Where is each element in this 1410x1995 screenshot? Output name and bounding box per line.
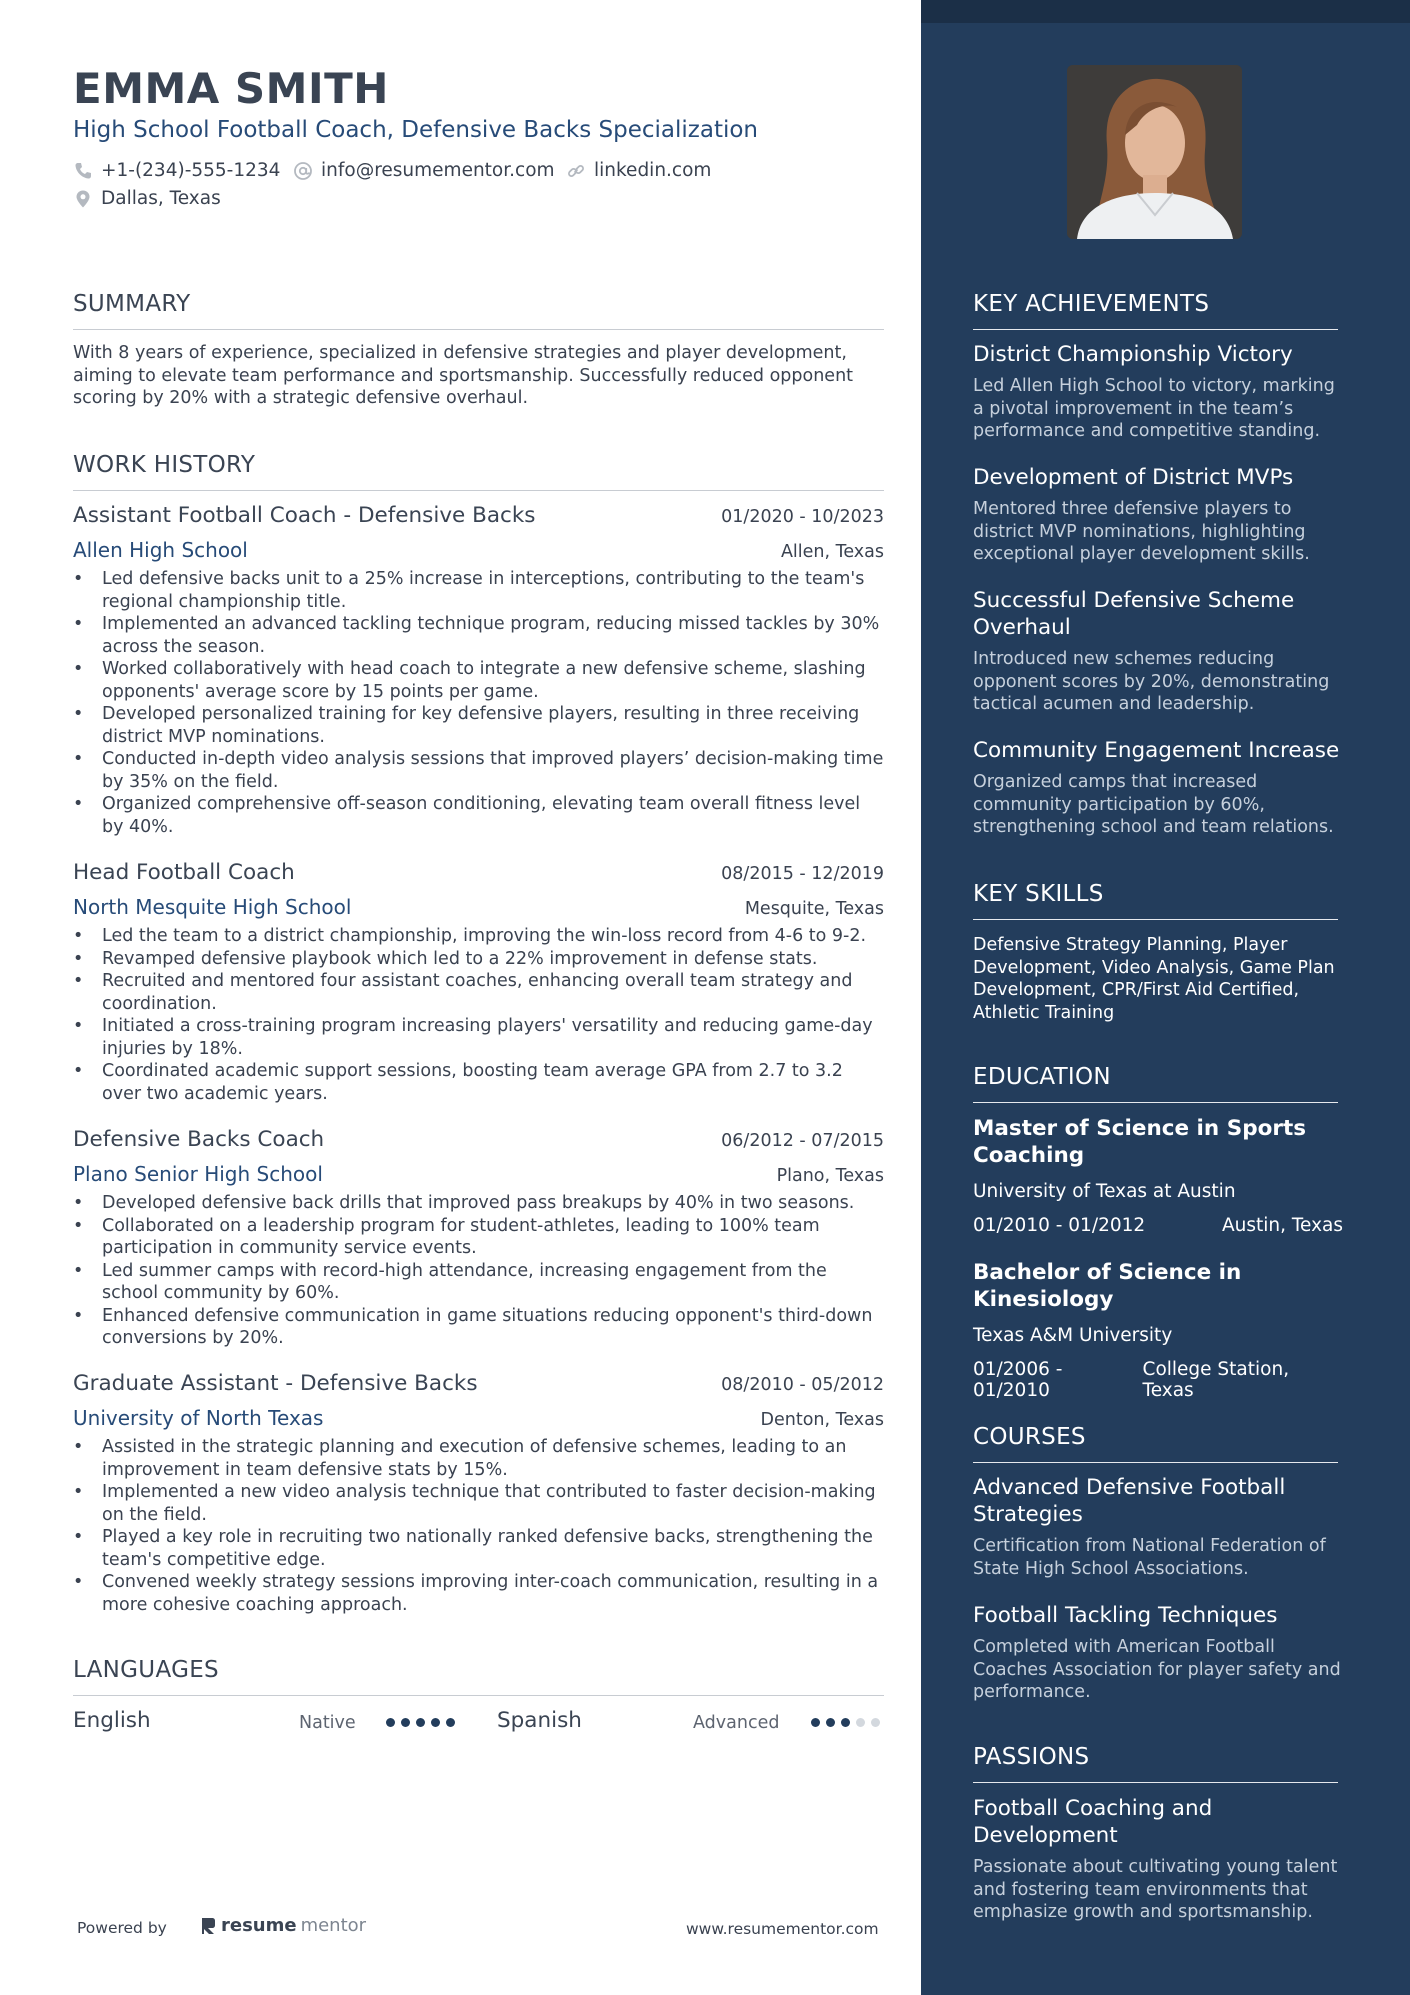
achievement-item: [973, 464, 1343, 566]
education-school: University of Texas at Austin: [973, 1181, 1236, 1202]
job-entry: [73, 1371, 884, 1616]
portrait-image: [1067, 65, 1242, 239]
job-bullets: [73, 568, 884, 838]
phone-text: +1-(234)-555-1234: [101, 160, 281, 181]
rating-dot-filled: [416, 1718, 425, 1727]
contact-phone: [73, 160, 280, 181]
languages-list: [73, 1708, 884, 1738]
education-degree: Master of Science in Sports Coaching: [973, 1116, 1307, 1168]
sidebar-top-bar: [921, 0, 1410, 23]
achievement-item: [973, 341, 1343, 443]
job-company: North Mesquite High School: [73, 895, 352, 919]
achievements-heading: KEY ACHIEVEMENTS: [973, 291, 1338, 330]
job-title: Defensive Backs Coach: [73, 1127, 325, 1152]
job-location: Denton, Texas: [760, 1410, 884, 1430]
headline: High School Football Coach, Defensive Backs Specialization: [73, 117, 759, 143]
courses-heading: COURSES: [973, 1424, 1338, 1463]
achievement-title: Development of District MVPs: [973, 465, 1294, 490]
job-bullet: • Led summer camps with record-high attendance, increasing engagement from the school community by 60%.: [73, 1260, 884, 1305]
job-bullet: • Recruited and mentored four assistant coaches, enhancing overall team strategy and coordination.: [73, 970, 884, 1015]
job-title: Graduate Assistant - Defensive Backs: [73, 1371, 478, 1396]
course-title: Advanced Defensive Football Strategies: [973, 1475, 1286, 1527]
course-text: Certification from National Federation of State High School Associations.: [973, 1536, 1326, 1579]
location-text: Dallas, Texas: [101, 188, 221, 209]
job-bullet: • Enhanced defensive communication in game situations reducing opponent's third-down conversions by 20%.: [73, 1305, 884, 1350]
rating-dot-filled: [431, 1718, 440, 1727]
rating-dot-empty: [856, 1718, 865, 1727]
education-heading: EDUCATION: [973, 1064, 1338, 1103]
job-bullets: [73, 1436, 884, 1616]
job-bullet: • Worked collaboratively with head coach to integrate a new defensive scheme, slashing opponents' average score by 15 points per game.: [73, 658, 884, 703]
job-dates: 08/2010 - 05/2012: [721, 1375, 884, 1395]
passion-text: Passionate about cultivating young talent and fostering team environments that emphasize growth and sportsmanship.: [973, 1857, 1338, 1922]
languages-heading: LANGUAGES: [73, 1657, 884, 1696]
passion-title: Football Coaching and Development: [973, 1796, 1213, 1848]
job-location: Allen, Texas: [780, 542, 884, 562]
contact-location: [73, 188, 221, 209]
job-bullet: • Led the team to a district championship, improving the win-loss record from 4-6 to 9-2.: [73, 925, 884, 948]
logo-text-light: mentor: [300, 1915, 367, 1936]
job-entry: [73, 1127, 884, 1350]
job-bullet: • Organized comprehensive off-season conditioning, elevating team overall fitness level by 40%.: [73, 793, 884, 838]
job-dates: 08/2015 - 12/2019: [721, 864, 884, 884]
rating-dot-filled: [446, 1718, 455, 1727]
course-title: Football Tackling Techniques: [973, 1603, 1278, 1628]
email-text: info@resumementor.com: [321, 160, 555, 181]
job-bullet: • Implemented a new video analysis technique that contributed to faster decision-making on the field.: [73, 1481, 884, 1526]
achievement-title: Successful Defensive Scheme Overhaul: [973, 588, 1295, 640]
candidate-name: EMMA SMITH: [73, 64, 389, 113]
education-dates: 01/2010 - 01/2012: [973, 1215, 1146, 1236]
education-location: College Station, Texas: [1142, 1359, 1290, 1401]
achievement-title: Community Engagement Increase: [973, 738, 1340, 763]
rating-dot-filled: [826, 1718, 835, 1727]
language-rating: [811, 1718, 880, 1727]
language-name: English: [73, 1708, 151, 1733]
job-dates: 06/2012 - 07/2015: [721, 1131, 884, 1151]
job-location: Mesquite, Texas: [744, 899, 884, 919]
job-bullet: • Implemented an advanced tackling technique program, reducing missed tackles by 30% across the season.: [73, 613, 884, 658]
job-bullet: • Coordinated academic support sessions, boosting team average GPA from 2.7 to 3.2 over two academic years.: [73, 1060, 884, 1105]
contact-email[interactable]: [293, 160, 555, 181]
footer-url[interactable]: www.resumementor.com: [686, 1920, 879, 1938]
sidebar: [921, 0, 1410, 1995]
rating-dot-filled: [386, 1718, 395, 1727]
achievement-text: Introduced new schemes reducing opponent scores by 20%, demonstrating tactical acumen and leadership.: [973, 649, 1330, 714]
achievement-title: District Championship Victory: [973, 342, 1293, 367]
job-entry: [73, 860, 884, 1105]
job-company: University of North Texas: [73, 1406, 324, 1430]
work-history-heading: WORK HISTORY: [73, 452, 884, 491]
job-location: Plano, Texas: [776, 1166, 884, 1186]
logo-mark-icon: [199, 1916, 217, 1936]
job-company: Plano Senior High School: [73, 1162, 323, 1186]
job-bullet: • Developed defensive back drills that improved pass breakups by 40% in two seasons.: [73, 1192, 884, 1215]
summary-heading: SUMMARY: [73, 291, 884, 330]
rating-dot-filled: [841, 1718, 850, 1727]
job-bullet: • Assisted in the strategic planning and execution of defensive schemes, leading to an improvement in team defensive stats by 15%.: [73, 1436, 884, 1481]
job-company: Allen High School: [73, 538, 248, 562]
course-item: [973, 1602, 1343, 1704]
education-location: Austin, Texas: [1221, 1215, 1343, 1236]
job-title: Head Football Coach: [73, 860, 295, 885]
language-name: Spanish: [497, 1708, 582, 1733]
rating-dot-filled: [811, 1718, 820, 1727]
map-pin-icon: [73, 189, 93, 209]
at-icon: [293, 161, 313, 181]
job-bullet: • Revamped defensive playbook which led to a 22% improvement in defense stats.: [73, 948, 884, 971]
rating-dot-filled: [401, 1718, 410, 1727]
passion-item: [973, 1795, 1343, 1924]
resumementor-logo[interactable]: [199, 1915, 366, 1936]
job-bullets: [73, 1192, 884, 1350]
job-entry: [73, 503, 884, 838]
job-title: Assistant Football Coach - Defensive Backs: [73, 503, 536, 528]
achievement-item: [973, 737, 1343, 839]
education-school: Texas A&M University: [973, 1325, 1173, 1346]
language-rating: [386, 1718, 455, 1727]
job-bullets: [73, 925, 884, 1105]
phone-icon: [73, 161, 93, 181]
job-bullet: • Developed personalized training for key defensive players, resulting in three receiving district MVP nominations.: [73, 703, 884, 748]
job-bullet: • Played a key role in recruiting two nationally ranked defensive backs, strengthening the team's competitive edge.: [73, 1526, 884, 1571]
achievement-text: Mentored three defensive players to district MVP nominations, highlighting exceptional player development skills.: [973, 499, 1310, 564]
achievement-text: Organized camps that increased community participation by 60%, strengthening school and team relations.: [973, 772, 1334, 837]
course-item: [973, 1474, 1343, 1580]
linkedin-text: linkedin.com: [594, 160, 712, 181]
summary-text: With 8 years of experience, specialized in defensive strategies and player development, aiming to elevate team performance and sportsmanship. Successfully reduced opponent scoring by 20% with a strategic defensive overhaul.: [73, 343, 854, 408]
profile-photo: [1067, 65, 1242, 239]
skills-text: Defensive Strategy Planning, Player Development, Video Analysis, Game Plan Development, CPR/First Aid Certified, Athletic Training: [973, 935, 1335, 1023]
achievement-item: [973, 587, 1343, 716]
achievement-text: Led Allen High School to victory, marking a pivotal improvement in the team’s performance and competitive standing.: [973, 376, 1335, 441]
education-degree: Bachelor of Science in Kinesiology: [973, 1260, 1242, 1312]
skills-heading: KEY SKILLS: [973, 881, 1338, 920]
passions-heading: PASSIONS: [973, 1744, 1338, 1783]
language-level: Native: [299, 1713, 356, 1733]
job-bullet: • Initiated a cross-training program increasing players' versatility and reducing game-day injuries by 18%.: [73, 1015, 884, 1060]
language-level: Advanced: [693, 1713, 780, 1733]
job-bullet: • Collaborated on a leadership program for student-athletes, leading to 100% team participation in community service events.: [73, 1215, 884, 1260]
education-dates: 01/2006 - 01/2010: [973, 1359, 1063, 1401]
job-dates: 01/2020 - 10/2023: [721, 507, 884, 527]
contact-linkedin[interactable]: [566, 160, 711, 181]
logo-text-bold: resume: [221, 1915, 297, 1936]
powered-by: Powered by: [77, 1919, 167, 1937]
rating-dot-empty: [871, 1718, 880, 1727]
job-bullet: • Conducted in-depth video analysis sessions that improved players’ decision-making time by 35% on the field.: [73, 748, 884, 793]
course-text: Completed with American Football Coaches Association for player safety and performance.: [973, 1637, 1341, 1702]
job-bullet: • Convened weekly strategy sessions improving inter-coach communication, resulting in a more cohesive coaching approach.: [73, 1571, 884, 1616]
link-icon: [566, 161, 586, 181]
education-item: [973, 1259, 1343, 1401]
job-bullet: • Led defensive backs unit to a 25% increase in interceptions, contributing to the team's regional championship title.: [73, 568, 884, 613]
education-item: [973, 1115, 1343, 1236]
